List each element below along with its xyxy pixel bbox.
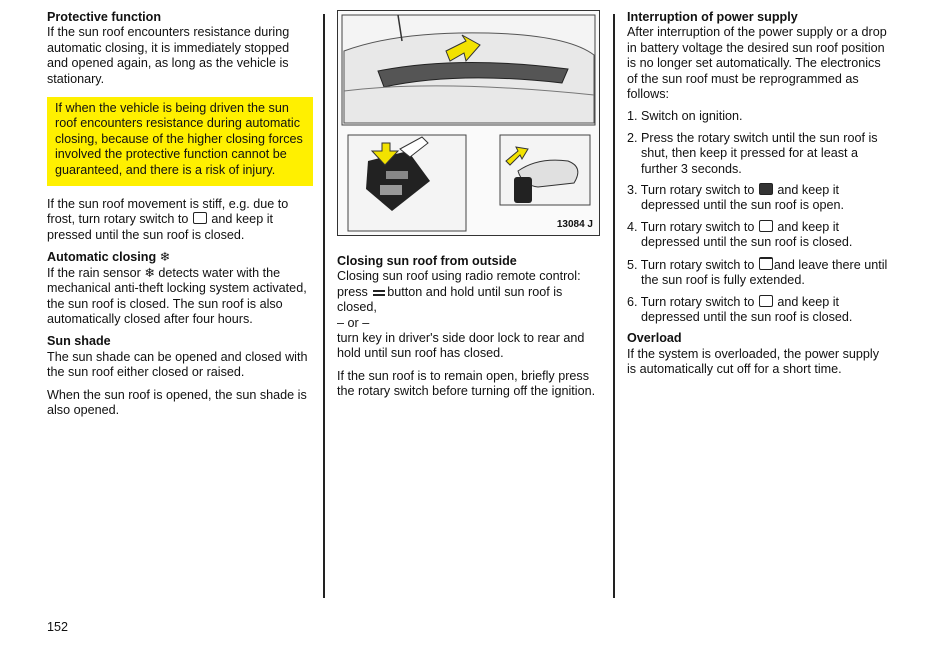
figure-code: 13084 J [556,218,593,230]
step-item: 6. Turn rotary switch to and keep it depressed until the sun roof is closed. [627,294,853,324]
warning-box [47,97,313,186]
column-3 [627,10,891,378]
sun-shade-heading: Sun shade [47,334,111,349]
or-separator: – or – [337,315,370,330]
step-item: 4. Turn rotary switch to and keep it depressed until the sun roof is closed. [627,219,853,250]
reprogramming-steps [627,109,891,325]
interruption-heading: Interruption of power supply [627,10,798,24]
sunroof-drawing [338,11,599,235]
column-2 [337,10,600,400]
closing-key-text: turn key in driver's side door lock to rear and hold until sun roof has closed. [337,331,585,361]
closed-position-icon [759,295,773,307]
lock-button-icon [373,290,385,296]
closing-from-outside-heading: Closing sun roof from outside [337,254,517,268]
column-divider-1 [323,14,325,598]
closed-position-icon [193,212,207,224]
step-item: 5. Turn rotary switch to and leave there until the sun roof is fully extended. [627,257,888,288]
protective-function-heading: Protective function [47,10,162,24]
page-number: 152 [47,620,69,634]
column-1 [47,10,313,418]
rain-sensor-icon: ❄ [144,265,155,280]
column-divider-2 [613,14,615,598]
automatic-closing-text: If the rain sensor ❄ detects water with the mechanical anti-theft locking system activated, the sun roof is closed. The sun roof is also automatically closed after four hours. [47,265,307,326]
overload-heading: Overload [627,331,682,346]
step-item: 3. Turn rotary switch to and keep it depressed until the sun roof is open. [627,183,845,213]
closing-remote-text: Closing sun roof using radio remote control: press button and hold until sun roof is closed, [337,269,581,315]
stiff-movement-text: If the sun roof movement is stiff, e.g. due to frost, turn rotary switch to and keep it pressed until the sun roof is closed. [47,197,289,242]
sunroof-illustration [337,10,600,236]
protective-function-text: If the sun roof encounters resistance during automatic closing, it is immediately stopped and opened again, as long as the vehicle is stationary. [47,25,290,86]
open-position-icon [759,183,773,195]
interruption-text: After interruption of the power supply or a drop in battery voltage the desired sun roof position is no longer set automatically. The electronics of the sun roof must be reprogrammed as follows: [627,25,887,102]
automatic-closing-heading: Automatic closing ❄ [47,250,171,265]
warning-text: If when the vehicle is being driven the sun roof encounters resistance during automatic closing, because of the higher closing forces involved the protective function cannot be guaranteed, and there is a risk of injury. [55,101,303,177]
overload-text: If the system is overloaded, the power supply is automatically cut off for a short time. [627,346,880,377]
closed-position-icon [759,220,773,232]
rain-sensor-icon: ❄ [159,250,171,265]
raised-position-icon [759,257,773,270]
sun-shade-text-2: When the sun roof is opened, the sun shade is also opened. [47,387,307,417]
sun-shade-text-1: The sun shade can be opened and closed with the sun roof either closed or raised. [47,349,308,380]
step-item: 1. Switch on ignition. [627,109,743,124]
remain-open-text: If the sun roof is to remain open, briefly press the rotary switch before turning off the ignition. [337,368,596,399]
step-item: 2. Press the rotary switch until the sun roof is shut, then keep it pressed for at least a further 3 seconds. [627,130,878,176]
